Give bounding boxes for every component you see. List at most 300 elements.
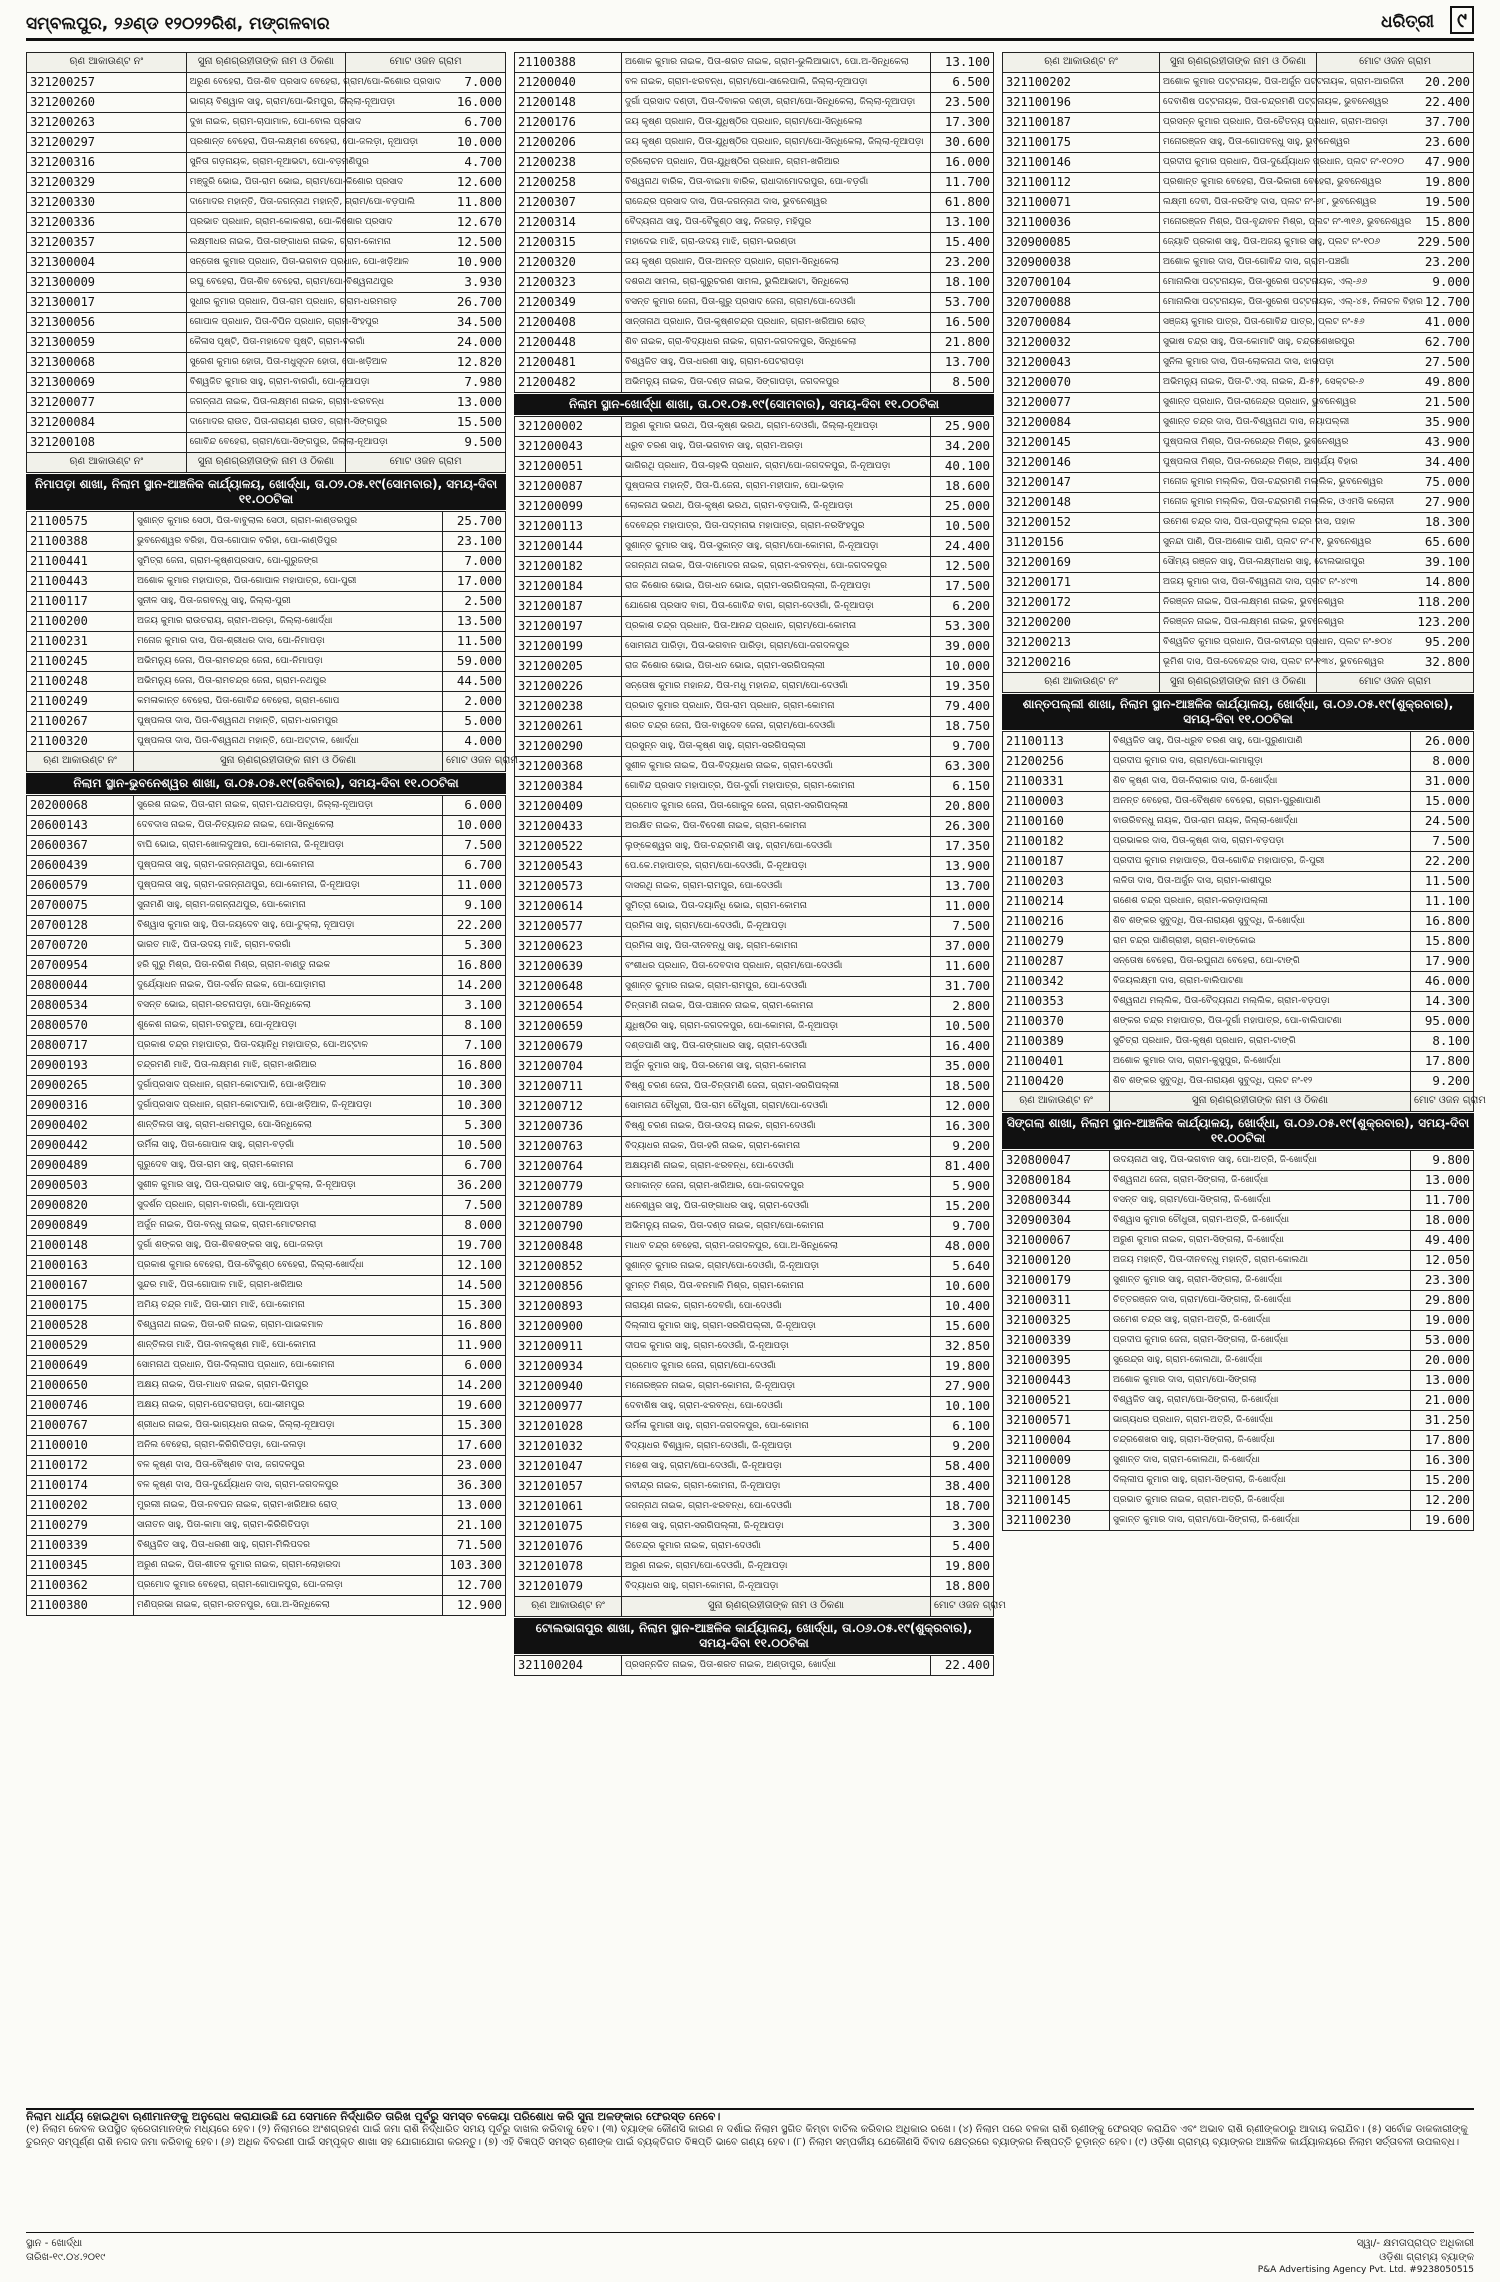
account-number: 321200213	[1003, 633, 1160, 653]
borrower-name-address: ସୁଶାନ୍ତ କୁମାର ନାଇକ, ଗ୍ରାମ-ରାମପୁର, ପୋ-ଦେଓଗାଁ	[622, 977, 931, 997]
borrower-name-address: ଲକ୍ଷ୍ମୀଧର ନାଇକ, ପିତା-ଗଙ୍ଗାଧର ନାଇକ, ଗ୍ରାମ-କୋମନା	[186, 233, 346, 253]
gold-weight: 24.400	[931, 537, 994, 557]
header-name: ସୁନା ଋଣଗ୍ରହୀତାଙ୍କ ନାମ ଓ ଠିକଣା	[1110, 1092, 1411, 1112]
borrower-name-address: ଭାରତ ମାଝି, ପିତା-ଉଦୟ ମାଝି, ଗ୍ରାମ-ବରଗାଁ	[134, 936, 443, 956]
header-account: ଋଣ ଆକାଉଣ୍ଟ ନଂ	[27, 453, 187, 473]
table-row	[27, 956, 506, 976]
account-number: 21100331	[1003, 772, 1110, 792]
gold-weight: 19.600	[443, 1396, 506, 1416]
table-row	[27, 552, 506, 572]
account-number: 320800047	[1003, 1151, 1110, 1171]
account-number: 321100187	[1003, 113, 1160, 133]
borrower-name-address: ପୁଷ୍ପଲତା ଦାସ, ପିତା-ବିଶ୍ୱନାଥ ମହାନ୍ତି, ପୋ-ଅଟ୍ଟାଳ, ଖୋର୍ଦ୍ଧା	[134, 732, 443, 752]
table-row	[27, 712, 506, 732]
gold-weight: 12.820	[346, 353, 506, 373]
borrower-name-address: ରବୀନ୍ଦ୍ର ନାଇକ, ଗ୍ରାମ-କୋମନା, ଜି-ନୂଆପଡ଼ା	[622, 1477, 931, 1497]
gold-weight: 19.500	[1317, 193, 1474, 213]
gold-weight: 44.500	[443, 672, 506, 692]
table-row	[515, 1377, 994, 1397]
account-number: 21100200	[27, 612, 134, 632]
borrower-name-address: ଦେବେନ୍ଦ୍ର ମହାପାତ୍ର, ପିତା-ପଦ୍ମନାଭ ମହାପାତ୍ର, ଗ୍ରାମ-ନରସିଂହପୁର	[622, 517, 931, 537]
borrower-name-address: ଉର୍ମିଳା ସାହୁ, ପିତା-ଗୋପାଳ ସାହୁ, ଗ୍ରାମ-ବଡ଼ଗାଁ	[134, 1136, 443, 1156]
borrower-name-address: ପେ.କେ.ମହାପାତ୍ର, ଗ୍ରାମ/ପୋ-ଦେଓଗାଁ, ଜି-ନୂଆପଡ଼ା	[622, 857, 931, 877]
gold-weight: 26.300	[931, 817, 994, 837]
gold-weight: 9.000	[1317, 273, 1474, 293]
account-number: 321200940	[515, 1377, 622, 1397]
borrower-name-address: ବିଶ୍ୱନାଥ ନାଇକ, ପିତା-ରବି ନାଇକ, ଗ୍ରାମ-ପାଇକମାଳ	[134, 1316, 443, 1336]
table-row	[27, 816, 506, 836]
table-row	[27, 253, 506, 273]
borrower-name-address: ଶିବ ଶଙ୍କର ସୁବୁଦ୍ଧି, ପିତା-ନାରାୟଣ ସୁବୁଦ୍ଧି, ଜି-ଖୋର୍ଦ୍ଧା	[1110, 912, 1411, 932]
loan-table	[1002, 731, 1486, 1112]
gold-weight: 20.800	[931, 797, 994, 817]
gold-weight: 13.700	[931, 353, 994, 373]
borrower-name-address: ବସନ୍ତ ଭୋଇ, ଗ୍ରାମ-ରଚନାପଡ଼ା, ପୋ-ସିନ୍ଧିକେଲା	[134, 996, 443, 1016]
notice-heading: ନିଲାମ ଧାର୍ଯ୍ୟ ହୋଇଥିବା ଋଣୀମାନଙ୍କୁ ଅନୁରୋଧ କରାଯାଉଛି ଯେ ସେମାନେ ନିର୍ଦ୍ଧାରିତ ତାରିଖ ପୂର୍ବରୁ ସମସ୍ତ ବକେୟା ପରିଶୋଧ କରି ସୁନା ଅଳଙ୍କାର ଫେରସ୍ତ ନେବେ।	[26, 2110, 721, 2123]
borrower-name-address: ଶିବ କୃଷ୍ଣ ଦାସ, ପିତା-ନିରାକାର ଦାସ, ଜି-ଖୋର୍ଦ୍ଧା	[1110, 772, 1411, 792]
table-row	[515, 897, 994, 917]
gold-weight: 123.200	[1317, 613, 1474, 633]
borrower-name-address: ଉମେଶ ଚନ୍ଦ୍ର ସାହୁ, ଗ୍ରାମ-ଅତ୍ରି, ଜି-ଖୋର୍ଦ୍ଧା	[1110, 1311, 1411, 1331]
borrower-name-address: ପ୍ରସନ୍ନଜିତ ନାଇକ, ପିତା-ଶରତ ନାଇକ, ଅଣ୍ଡାପୁର, ଖୋର୍ଦ୍ଧା	[622, 1656, 931, 1676]
gold-weight: 19.350	[931, 677, 994, 697]
gold-weight: 19.800	[931, 1557, 994, 1577]
account-number: 21200320	[515, 253, 622, 273]
borrower-name-address: ପ୍ରସୁନ୍ନ ସାହୁ, ପିତା-କୃଷ୍ଣ ସାହୁ, ଗ୍ରାମ-ସରଗିପଲ୍ଲୀ	[622, 737, 931, 757]
borrower-name-address: ଦେବଦାସ ନାଇକ, ପିତା-ନିତ୍ୟାନନ୍ଦ ନାଇକ, ପୋ-ସିନ୍ଧିକେଲା	[134, 816, 443, 836]
header-name: ସୁନା ଋଣଗ୍ରହୀତାଙ୍କ ନାମ ଓ ଠିକଣା	[1160, 673, 1317, 693]
borrower-name-address: ସାନ୍ତାନାଥ ପ୍ରଧାନ, ପିତା-କୃଷ୍ଣଚନ୍ଦ୍ର ପ୍ରଧାନ, ଗ୍ରାମ-ଖରିଆର ରୋଡ୍	[622, 313, 931, 333]
gold-weight: 6.000	[443, 796, 506, 816]
table-row	[1003, 1191, 1474, 1211]
table-row	[1003, 293, 1474, 313]
borrower-name-address: ସୁନୀଳ ସାହୁ, ପିତା-ଜଗବନ୍ଧୁ ସାହୁ, ଜିଲ୍ଲା-ପୁରୀ	[134, 592, 443, 612]
account-number: 321200187	[515, 597, 622, 617]
gold-weight: 15.600	[931, 1317, 994, 1337]
table-row	[515, 1197, 994, 1217]
account-number: 20900489	[27, 1156, 134, 1176]
account-number: 321200573	[515, 877, 622, 897]
borrower-name-address: ଅଭିମନ୍ୟୁ ନାଇକ, ପିତା-ଦଣ୍ଡ ନାଇକ, ଗ୍ରାମ/ପୋ-କୋମନା	[622, 1217, 931, 1237]
header-name: ସୁନା ଋଣଗ୍ରହୀତାଙ୍କ ନାମ ଓ ଠିକଣା	[186, 53, 346, 73]
table-row	[515, 1477, 994, 1497]
gold-weight: 10.500	[443, 1136, 506, 1156]
account-number: 321200409	[515, 797, 622, 817]
gold-weight: 3.930	[346, 273, 506, 293]
auction-column-1	[26, 52, 518, 2102]
gold-weight: 19.700	[443, 1236, 506, 1256]
gold-weight: 2.800	[931, 997, 994, 1017]
account-number: 321100071	[1003, 193, 1160, 213]
loan-table	[26, 795, 506, 1616]
account-number: 321200764	[515, 1157, 622, 1177]
gold-weight: 37.000	[931, 937, 994, 957]
account-number: 20800717	[27, 1036, 134, 1056]
gold-weight: 61.800	[931, 193, 994, 213]
account-number: 21100202	[27, 1496, 134, 1516]
account-number: 321200263	[27, 113, 187, 133]
gold-weight: 11.700	[1411, 1191, 1474, 1211]
gold-weight: 18.500	[931, 1077, 994, 1097]
account-number: 321100175	[1003, 133, 1160, 153]
account-number: 321200147	[1003, 473, 1160, 493]
table-row	[1003, 1251, 1474, 1271]
agency-credit: P&A Advertising Agency Pvt. Ltd. #9238050515	[1257, 2265, 1474, 2275]
table-row	[1003, 73, 1474, 93]
table-row	[27, 1236, 506, 1256]
account-number: 21100187	[1003, 852, 1110, 872]
account-number: 321200261	[515, 717, 622, 737]
table-row	[1003, 553, 1474, 573]
loan-table	[514, 1655, 994, 1676]
gold-weight: 17.500	[931, 577, 994, 597]
borrower-name-address: ଅରକ୍ଷିତ ନାଇକ, ପିତା-ବିଦେଶୀ ନାଇକ, ଗ୍ରାମ-କୋମନା	[622, 817, 931, 837]
gold-weight: 16.400	[931, 1037, 994, 1057]
table-row	[515, 373, 994, 393]
borrower-name-address: ସୁରେଶ ନାଇକ, ପିତା-ରାମ ନାଇକ, ଗ୍ରାମ-ପଥରପଡ଼ା, ଜିଲ୍ଲା-ନୂଆପଡ଼ା	[134, 796, 443, 816]
borrower-name-address: ବିଶ୍ୱନାଥ ବାରିକ, ପିତା-ବାଇମା ବାରିକ, ରାଧାଦାମୋଦରପୁର, ପୋ-ବଡ଼ଗାଁ	[622, 173, 931, 193]
borrower-name-address: ଦିଲ୍ଲୀପ କୁମାର ସାହୁ, ଗ୍ରାମ-ସିଙ୍ଗଲା, ଜି-ଖୋର୍ଦ୍ଧା	[1110, 1471, 1411, 1491]
account-number: 321200934	[515, 1357, 622, 1377]
account-number: 321200679	[515, 1037, 622, 1057]
account-number: 321200205	[515, 657, 622, 677]
account-number: 21100245	[27, 652, 134, 672]
gold-weight: 11.800	[346, 193, 506, 213]
gold-weight: 4.000	[443, 732, 506, 752]
table-row	[27, 592, 506, 612]
table-row	[27, 1056, 506, 1076]
borrower-name-address: ବାଉରିବନ୍ଧୁ ନାୟକ, ପିତା-ରାମ ନାୟକ, ଜିଲ୍ଲା-ଖୋର୍ଦ୍ଧା	[1110, 812, 1411, 832]
account-number: 321200145	[1003, 433, 1160, 453]
branch-auction-banner: ସିଙ୍ଗଲା ଶାଖା, ନିଲାମ ସ୍ଥାନ-ଆଞ୍ଚଳିକ କାର୍ଯ୍ୟାଳୟ, ଖୋର୍ଦ୍ଧା, ତା.୦୬.୦୫.୧୯(ଶୁକ୍ରବାର), ସମୟ-ଦିବା ୧୧.୦୦ଟିକା	[1002, 1113, 1474, 1149]
gold-weight: 40.100	[931, 457, 994, 477]
branch-auction-banner: ନିଲାମ ସ୍ଥାନ-ଖୋର୍ଦ୍ଧା ଶାଖା, ତା.୦୧.୦୫.୧୯(ସୋମବାର), ସମୟ-ଦିବା ୧୧.୦୦ଟିକା	[514, 394, 994, 415]
gold-weight: 6.200	[931, 597, 994, 617]
account-number: 321200911	[515, 1337, 622, 1357]
table-header-row	[27, 752, 506, 772]
account-number: 21100362	[27, 1576, 134, 1596]
gold-weight: 9.700	[931, 1217, 994, 1237]
gold-weight: 8.100	[443, 1016, 506, 1036]
account-number: 21100388	[515, 53, 622, 73]
account-number: 21200040	[515, 73, 622, 93]
table-row	[1003, 173, 1474, 193]
account-number: 20700720	[27, 936, 134, 956]
account-number: 321300004	[27, 253, 187, 273]
gold-weight: 65.600	[1317, 533, 1474, 553]
branch-auction-banner: ଶାନ୍ତପଲ୍ଲୀ ଶାଖା, ନିଲାମ ସ୍ଥାନ-ଆଞ୍ଚଳିକ କାର୍ଯ୍ୟାଳୟ, ଖୋର୍ଦ୍ଧା, ତା.୦୬.୦୫.୧୯(ଶୁକ୍ରବାର), ସମୟ-ଦିବା ୧୧.୦୦ଟିକା	[1002, 694, 1474, 730]
gold-weight: 9.500	[346, 433, 506, 453]
account-number: 321000311	[1003, 1291, 1110, 1311]
table-row	[27, 572, 506, 592]
gold-weight: 35.000	[931, 1057, 994, 1077]
account-number: 20900193	[27, 1056, 134, 1076]
borrower-name-address: ପ୍ରଦୀପ କୁମାର ମହାପାତ୍ର, ପିତା-ଗୋବିନ୍ଦ ମହାପାତ୍ର, ଜି-ପୁରୀ	[1110, 852, 1411, 872]
table-row	[515, 637, 994, 657]
table-row	[515, 957, 994, 977]
account-number: 321200852	[515, 1257, 622, 1277]
gold-weight: 16.300	[1411, 1451, 1474, 1471]
account-number: 321100004	[1003, 1431, 1110, 1451]
borrower-name-address: ସୁଧୀର କୁମାର ପ୍ରଧାନ, ପିତା-ରାମ ପ୍ରଧାନ, ଗ୍ରାମ-ଧରମଗଡ଼	[186, 293, 346, 313]
table-row	[1003, 373, 1474, 393]
borrower-name-address: ପ୍ରଶାନ୍ତ ବେହେରା, ପିତା-ଲକ୍ଷ୍ମଣ ବେହେରା, ପୋ-ଜଲଡ଼ା, ନୂଆପଡ଼ା	[186, 133, 346, 153]
borrower-name-address: ପ୍ରଶାନ୍ତ କୁମାର ବେହେରା, ପିତା-ଭିକାରୀ ବେହେରା, ଭୁବନେଶ୍ୱର	[1160, 173, 1317, 193]
gold-weight: 25.000	[931, 497, 994, 517]
borrower-name-address: ସୁଶାନ୍ତ ଦାସ, ଗ୍ରାମ-କୋଲଥା, ଜି-ଖୋର୍ଦ୍ଧା	[1110, 1451, 1411, 1471]
borrower-name-address: ମହାଦେଇ ମାଝି, ଗ୍ରା-ଉଦୟ ମାଝି, ଗ୍ରାମ-ଭରଣ୍ଡା	[622, 233, 931, 253]
table-row	[515, 517, 994, 537]
account-number: 321200297	[27, 133, 187, 153]
gold-weight: 13.000	[1411, 1171, 1474, 1191]
table-row	[1003, 313, 1474, 333]
account-number: 21200256	[1003, 752, 1110, 772]
table-row	[1003, 333, 1474, 353]
table-row	[515, 273, 994, 293]
gold-weight: 49.400	[1411, 1231, 1474, 1251]
gold-weight: 22.200	[443, 916, 506, 936]
table-row	[515, 293, 994, 313]
table-row	[27, 532, 506, 552]
gold-weight: 12.900	[443, 1596, 506, 1616]
borrower-name-address: ଯୋଗେଶ ପ୍ରସାଦ ବାଗ, ପିତା-ଗୋବିନ୍ଦ ବାଗ, ଗ୍ରାମ-ଦେଓଗାଁ, ଜି-ନୂଆପଡ଼ା	[622, 597, 931, 617]
gold-weight: 15.300	[443, 1296, 506, 1316]
borrower-name-address: ଅଶୋକ କୁମାର ଦାସ, ପିତା-ଗୋବିନ୍ଦ ଦାସ, ଗ୍ରାମ-ପଞ୍ଚଗାଁ	[1160, 253, 1317, 273]
table-row	[27, 313, 506, 333]
borrower-name-address: ସୁମିତ୍ରା ଭୋଇ, ପିତା-ଦୟାନିଧି ଭୋଇ, ଗ୍ରାମ-କୋମନା	[622, 897, 931, 917]
gold-weight: 12.050	[1411, 1251, 1474, 1271]
account-number: 21200315	[515, 233, 622, 253]
borrower-name-address: ଶୁକେଶ ନାଇକ, ଗ୍ରାମ-ତରତୁଆ, ପୋ-ନୂଆପଡ଼ା	[134, 1016, 443, 1036]
table-row	[515, 1656, 994, 1676]
table-row	[515, 1257, 994, 1277]
account-number: 21100174	[27, 1476, 134, 1496]
account-number: 321200087	[515, 477, 622, 497]
table-row	[515, 353, 994, 373]
account-number: 320800344	[1003, 1191, 1110, 1211]
gold-weight: 13.100	[931, 213, 994, 233]
table-row	[27, 796, 506, 816]
gold-weight: 18.000	[1411, 1211, 1474, 1231]
account-number: 321200077	[1003, 393, 1160, 413]
table-row	[1003, 1151, 1474, 1171]
account-number: 20900316	[27, 1096, 134, 1116]
account-number: 321300056	[27, 313, 187, 333]
borrower-name-address: ମାଧବ ଚନ୍ଦ୍ର ବେହେରା, ଗ୍ରାମ-ଜଗଦଳପୁର, ପୋ.ଅ-ସିନ୍ଧିକେଲା	[622, 1237, 931, 1257]
gold-weight: 16.800	[443, 956, 506, 976]
table-row	[1003, 133, 1474, 153]
borrower-name-address: ଧ୍ରୁବ ଚରଣ ସାହୁ, ପିତା-ଭଗବାନ ସାହୁ, ଗ୍ରାମ-ଅରଡ଼ା	[622, 437, 931, 457]
borrower-name-address: ସୁମନ୍ତ ମିଶ୍ର, ପିତା-ବନମାଳି ମିଶ୍ର, ଗ୍ରାମ-କୋମନା	[622, 1277, 931, 1297]
table-row	[1003, 393, 1474, 413]
table-row	[1003, 1012, 1474, 1032]
table-row	[515, 1517, 994, 1537]
table-row	[1003, 1391, 1474, 1411]
gold-weight: 37.700	[1317, 113, 1474, 133]
gold-weight: 29.800	[1411, 1291, 1474, 1311]
gold-weight: 103.300	[443, 1556, 506, 1576]
gold-weight: 15.800	[1411, 932, 1474, 952]
account-number: 20800570	[27, 1016, 134, 1036]
header-account: ଋଣ ଆକାଉଣ୍ଟ ନଂ	[27, 53, 187, 73]
gold-weight: 19.600	[1411, 1511, 1474, 1531]
table-row	[515, 477, 994, 497]
header-account: ଋଣ ଆକାଉଣ୍ଟ ନଂ	[1003, 1092, 1110, 1112]
table-row	[27, 1256, 506, 1276]
table-row	[27, 672, 506, 692]
table-row	[515, 1237, 994, 1257]
account-number: 321000067	[1003, 1231, 1110, 1251]
account-number: 20900503	[27, 1176, 134, 1196]
table-row	[27, 173, 506, 193]
gold-weight: 16.000	[346, 93, 506, 113]
borrower-name-address: ଅକ୍ଷୟ ନାଇକ, ପିତା-ମାଧବ ନାଇକ, ଗ୍ରାମ-ଭିମପୁର	[134, 1376, 443, 1396]
gold-weight: 79.400	[931, 697, 994, 717]
account-number: 21100216	[1003, 912, 1110, 932]
account-number: 321000325	[1003, 1311, 1110, 1331]
gold-weight: 19.800	[931, 1357, 994, 1377]
gold-weight: 4.700	[346, 153, 506, 173]
account-number: 21200448	[515, 333, 622, 353]
gold-weight: 59.000	[443, 652, 506, 672]
gold-weight: 30.600	[931, 133, 994, 153]
account-number: 321200051	[515, 457, 622, 477]
borrower-name-address: ତ୍ରିଲୋଚନ ପ୍ରଧାନ, ପିତା-ଯୁଧିଷ୍ଠିର ପ୍ରଧାନ, ଗ୍ରାମ-ଖରିଆର	[622, 153, 931, 173]
branch-auction-banner: ନିମାପଡ଼ା ଶାଖା, ନିଲାମ ସ୍ଥାନ-ଆଞ୍ଚଳିକ କାର୍ଯ୍ୟାଳୟ, ଖୋର୍ଦ୍ଧା, ତା.୦୨.୦୫.୧୯(ସୋମବାର), ସମୟ-ଦିବା ୧୧.୦୦ଟିକା	[26, 474, 506, 510]
borrower-name-address: ରଘୁ ବେହେରା, ପିତା-ଶିବ ବେହେରା, ଗ୍ରାମ/ପୋ-ବିଶ୍ୱନାଥପୁର	[186, 273, 346, 293]
gold-weight: 12.700	[1317, 293, 1474, 313]
table-row	[27, 193, 506, 213]
borrower-name-address: ଶ୍ରୀଧର ନାଇକ, ପିତା-ଭାଗ୍ୟଧର ନାଇକ, ଜିଲ୍ଲା-ନୂଆପଡ଼ା	[134, 1416, 443, 1436]
account-number: 21200314	[515, 213, 622, 233]
borrower-name-address: ଅର୍ଜୁନ ନାଇକ, ପିତା-ବନ୍ଧୁ ନାଇକ, ଗ୍ରାମ-ମୋଟରମରା	[134, 1216, 443, 1236]
footer-date: ତାରିଖ-୧୯.୦୪.୨୦୧୯	[26, 2252, 106, 2263]
table-row	[515, 857, 994, 877]
table-row	[515, 417, 994, 437]
account-number: 321201032	[515, 1437, 622, 1457]
gold-weight: 58.400	[931, 1457, 994, 1477]
table-row	[1003, 513, 1474, 533]
table-row	[27, 353, 506, 373]
table-row	[27, 1036, 506, 1056]
account-number: 20900402	[27, 1116, 134, 1136]
table-row	[515, 1397, 994, 1417]
borrower-name-address: ପୁଷ୍ପଲତା ମହାନ୍ତି, ପିତା-ପି.ଜେନା, ଗ୍ରାମ-ମହୀପାଳ, ପୋ-ଭଡ଼ାଳ	[622, 477, 931, 497]
borrower-name-address: ପୁଷ୍ପଲତା ମିଶ୍ର, ପିତା-ନରେନ୍ଦ୍ର ମିଶ୍ର, ଭୁବନେଶ୍ୱର	[1160, 433, 1317, 453]
gold-weight: 13.500	[443, 612, 506, 632]
borrower-name-address: ସୁଶାନ୍ତ କୁମାର ସାହୁ, ପିତା-ସୁକାନ୍ତ ସାହୁ, ଗ୍ରାମ/ପୋ-କୋମନା, ଜି-ନୂଆପଡ଼ା	[622, 537, 931, 557]
borrower-name-address: ବିଶ୍ୱଜିତ ସାହୁ, ପିତା-ଧରଣୀ ସାହୁ, ଗ୍ରାମ-ପେଟରାପଡ଼ା	[622, 353, 931, 373]
borrower-name-address: ଅଭିମନ୍ୟୁ ନାଇକ, ପିତା-ଟି.ଏସ୍. ନାଇକ, ଯି-୫୨, ସେକ୍ଟର-୬	[1160, 373, 1317, 393]
table-row	[27, 1456, 506, 1476]
borrower-name-address: ଭାଗ୍ୟଧର ପ୍ରଧାନ, ଗ୍ରାମ-ଅତ୍ରି, ଜି-ଖୋର୍ଦ୍ଧା	[1110, 1411, 1411, 1431]
borrower-name-address: ସୁଶାନ୍ତ କୁମାର ସାହୁ, ଗ୍ରାମ-ସିଙ୍ଗଲା, ଜି-ଖୋର୍ଦ୍ଧା	[1110, 1271, 1411, 1291]
borrower-name-address: ଉମାକାନ୍ତ ଜେନା, ଗ୍ରାମ-ଖରିଆର, ପୋ-ଜଗଦଳପୁର	[622, 1177, 931, 1197]
account-number: 20800534	[27, 996, 134, 1016]
account-number: 321200146	[1003, 453, 1160, 473]
table-row	[1003, 613, 1474, 633]
account-number: 320900304	[1003, 1211, 1110, 1231]
borrower-name-address: ମନୋରଞ୍ଜନ ସାହୁ, ପିତା-ଗୋପବନ୍ଧୁ ସାହୁ, ଭୁବନେଶ୍ୱର	[1160, 133, 1317, 153]
borrower-name-address: ପୁଷ୍ପଲତା ମିଶ୍ର, ପିତା-ନରେନ୍ଦ୍ର ମିଶ୍ର, ଆଚାର୍ଯ୍ୟ ବିହାର	[1160, 453, 1317, 473]
account-number: 320700084	[1003, 313, 1160, 333]
borrower-name-address: ଜଗନ୍ନାଥ ନାଇକ, ପିତା-ଲକ୍ଷ୍ମଣ ନାଇକ, ଗ୍ରାମ-ଝରବନ୍ଧ	[186, 393, 346, 413]
table-row	[515, 113, 994, 133]
borrower-name-address: ଗୋବିନ୍ଦ ବେହେରା, ଗ୍ରାମ/ପୋ-ସିଙ୍ଗପୁର, ଜିଲ୍ଲା-ନୂଆପଡ଼ା	[186, 433, 346, 453]
borrower-name-address: ବିଶ୍ୱଜିତ ସାହୁ, ଗ୍ରାମ/ପୋ-ସିଙ୍ଗଲା, ଜି-ଖୋର୍ଦ୍ଧା	[1110, 1391, 1411, 1411]
gold-weight: 13.700	[931, 877, 994, 897]
account-number: 321200659	[515, 1017, 622, 1037]
table-row	[27, 1196, 506, 1216]
borrower-name-address: ଲୋକନାଥ ଭରଥ, ପିତା-କୃଷ୍ଣ ଭରଥ, ଗ୍ରାମ-ବଡ଼ପାଲି, ଜି-ନୂଆପଡ଼ା	[622, 497, 931, 517]
gold-weight: 5.300	[443, 1116, 506, 1136]
table-row	[515, 213, 994, 233]
table-row	[1003, 573, 1474, 593]
table-row	[27, 1396, 506, 1416]
table-row	[1003, 1331, 1474, 1351]
table-row	[27, 1316, 506, 1336]
gold-weight: 7.500	[443, 836, 506, 856]
borrower-name-address: ଚନ୍ଦ୍ରମଣି ମାଝି, ପିତା-ଲକ୍ଷ୍ମଣ ମାଝି, ଗ୍ରାମ-ଖରିଆର	[134, 1056, 443, 1076]
borrower-name-address: ବିଶ୍ୱଜିତ ସାହୁ, ପିତା-ଧ୍ରୁବ ଚରଣ ସାହୁ, ପୋ-ପୁରୁଣାପାଣି	[1110, 732, 1411, 752]
borrower-name-address: ଉଦୟନାଥ ସାହୁ, ପିତା-ଭଗବାନ ସାହୁ, ପୋ-ଅତ୍ରି, ଜି-ଖୋର୍ଦ୍ଧା	[1110, 1151, 1411, 1171]
gold-weight: 14.800	[1317, 573, 1474, 593]
gold-weight: 18.600	[931, 477, 994, 497]
table-row	[27, 333, 506, 353]
borrower-name-address: ପ୍ରସନ୍ନ କୁମାର ପ୍ରଧାନ, ପିତା-ଚୈତନ୍ୟ ପ୍ରଧାନ, ଗ୍ରାମ-ଅରଡ଼ା	[1160, 113, 1317, 133]
account-number: 21100420	[1003, 1072, 1110, 1092]
account-number: 320900038	[1003, 253, 1160, 273]
borrower-name-address: ରାଜ କିଶୋର ଭୋଇ, ପିତା-ଧନ ଭୋଇ, ଗ୍ରାମ-ସରଗିପଲ୍ଲୀ	[622, 657, 931, 677]
table-row	[1003, 892, 1474, 912]
gold-weight: 16.000	[931, 153, 994, 173]
gold-weight: 17.900	[1411, 952, 1474, 972]
borrower-name-address: ଅକ୍ଷୟ ନାଇକ, ଗ୍ରାମ-ପେଟରାପଡ଼ା, ପୋ-ଭୀମପୁର	[134, 1396, 443, 1416]
account-number: 21000148	[27, 1236, 134, 1256]
account-number: 321201078	[515, 1557, 622, 1577]
table-row	[515, 1117, 994, 1137]
borrower-name-address: ଅଜୟ କୁମାର ଦାସ, ପିତା-ବିଶ୍ୱନାଥ ଦାସ, ପ୍ଲଟ ନଂ-୪୯୩	[1160, 573, 1317, 593]
account-number: 21200176	[515, 113, 622, 133]
borrower-name-address: ଶାନ୍ତିଲତା ସାହୁ, ଗ୍ରାମ-ଧରମପୁର, ପୋ-ସିନ୍ଧିକେଲା	[134, 1116, 443, 1136]
table-row	[27, 612, 506, 632]
borrower-name-address: କମଳାକାନ୍ତ ବେହେରା, ପିତା-ଗୋବିନ୍ଦ ବେହେରା, ଗ୍ରାମ-ଗୋପ	[134, 692, 443, 712]
gold-weight: 95.000	[1411, 1012, 1474, 1032]
gold-weight: 17.800	[1411, 1052, 1474, 1072]
table-row	[27, 1356, 506, 1376]
page-number: ୯	[1450, 6, 1474, 34]
gold-weight: 14.200	[443, 976, 506, 996]
account-number: 21100172	[27, 1456, 134, 1476]
account-number: 21000163	[27, 1256, 134, 1276]
borrower-name-address: ସୁନିତା ଗଡ଼ନାୟକ, ଗ୍ରାମ-ନୂଆଭଟା, ପୋ-ବଡ଼ମଣିପୁର	[186, 153, 346, 173]
table-row	[27, 133, 506, 153]
borrower-name-address: ପ୍ରଦୀପ କୁମାର ଦାସ, ଗ୍ରାମ/ପୋ-କାମାଗୁଡ଼ା	[1110, 752, 1411, 772]
table-row	[1003, 792, 1474, 812]
gold-weight: 53.300	[931, 617, 994, 637]
gold-weight: 118.200	[1317, 593, 1474, 613]
account-number: 320800184	[1003, 1171, 1110, 1191]
borrower-name-address: ବିଶ୍ୱାସ କୁମାର ଚୌଧୁରୀ, ଗ୍ରାମ-ଅତ୍ରି, ଜି-ଖୋର୍ଦ୍ଧା	[1110, 1211, 1411, 1231]
borrower-name-address: ଅଶୋକ କୁମାର ଦାସ, ଗ୍ରାମ-କୁସୁପୁର, ଜି-ଖୋର୍ଦ୍ଧା	[1110, 1052, 1411, 1072]
gold-weight: 20.200	[1317, 73, 1474, 93]
account-number: 321200900	[515, 1317, 622, 1337]
account-number: 31120156	[1003, 533, 1160, 553]
gold-weight: 18.300	[1317, 513, 1474, 533]
gold-weight: 7.980	[346, 373, 506, 393]
account-number: 21000528	[27, 1316, 134, 1336]
gold-weight: 5.900	[931, 1177, 994, 1197]
